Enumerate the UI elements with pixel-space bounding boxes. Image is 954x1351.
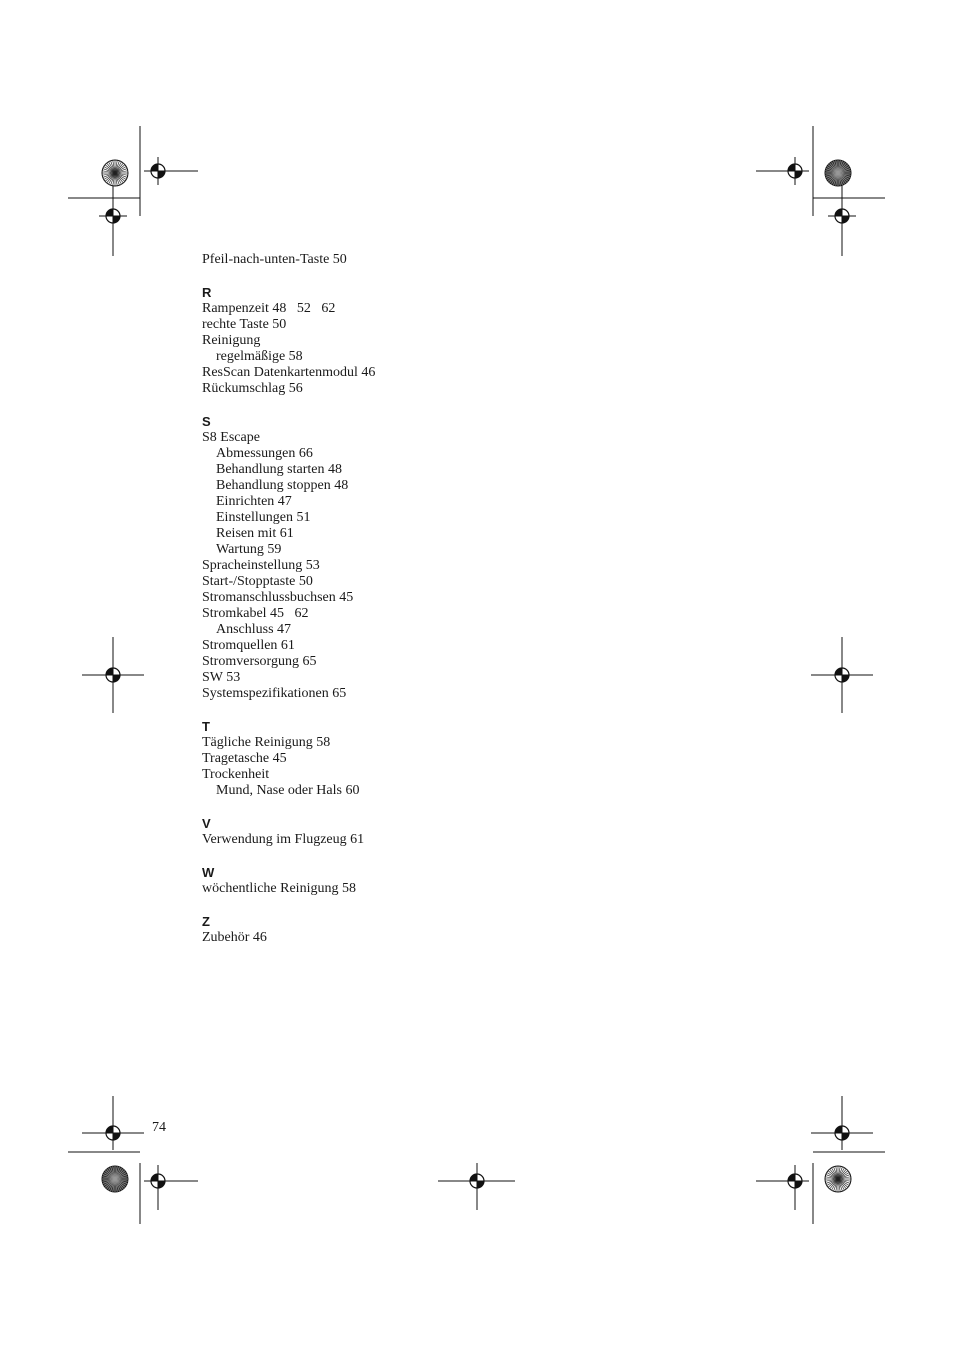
- section-letter: W: [202, 865, 215, 880]
- index-entry: S8 Escape: [202, 430, 260, 445]
- index-entry: Tragetasche 45: [202, 751, 287, 766]
- index-subentry: Abmessungen 66: [216, 446, 313, 461]
- index-entry: Stromanschlussbuchsen 45: [202, 590, 354, 605]
- index-section: [202, 865, 602, 897]
- index-subentry: Mund, Nase oder Hals 60: [216, 783, 360, 798]
- index-entry: Verwendung im Flugzeug 61: [202, 832, 365, 847]
- index-section: [202, 252, 602, 268]
- index-entry: Rückumschlag 56: [202, 381, 303, 396]
- index-entry: rechte Taste 50: [202, 317, 287, 332]
- page-number: 74: [152, 1120, 166, 1135]
- index-section: [202, 414, 602, 702]
- index-entry: Stromquellen 61: [202, 638, 295, 653]
- index-subentry: Einstellungen 51: [216, 510, 311, 525]
- index-section: [202, 914, 602, 946]
- index-entry: SW 53: [202, 670, 241, 685]
- index-entry: ResScan Datenkartenmodul 46: [202, 365, 376, 380]
- index-entry: Stromversorgung 65: [202, 654, 317, 669]
- index-subentry: regelmäßige 58: [216, 349, 303, 364]
- index-list: [202, 252, 602, 963]
- section-letter: Z: [202, 914, 210, 929]
- section-letter: R: [202, 285, 212, 300]
- index-subentry: Behandlung stoppen 48: [216, 478, 349, 493]
- section-letter: S: [202, 414, 211, 429]
- index-subentry: Einrichten 47: [216, 494, 292, 509]
- index-entry: Zubehör 46: [202, 930, 267, 945]
- index-entry: Reinigung: [202, 333, 261, 348]
- index-entry: Trockenheit: [202, 767, 270, 782]
- index-entry: Pfeil-nach-unten-Taste 50: [202, 252, 347, 267]
- section-letter: T: [202, 719, 210, 734]
- index-entry: Systemspezifikationen 65: [202, 686, 347, 701]
- index-subentry: Anschluss 47: [216, 622, 292, 637]
- index-subentry: Behandlung starten 48: [216, 462, 342, 477]
- index-entry: Stromkabel 45 62: [202, 606, 309, 621]
- index-subentry: Reisen mit 61: [216, 526, 294, 541]
- index-entry: wöchentliche Reinigung 58: [202, 881, 356, 896]
- index-entry: Start-/Stopptaste 50: [202, 574, 313, 589]
- index-entry: Spracheinstellung 53: [202, 558, 320, 573]
- index-section: [202, 719, 602, 799]
- index-section: [202, 285, 602, 397]
- section-letter: V: [202, 816, 211, 831]
- index-section: [202, 816, 602, 848]
- index-subentry: Wartung 59: [216, 542, 282, 557]
- index-entry: Tägliche Reinigung 58: [202, 735, 331, 750]
- index-entry: Rampenzeit 48 52 62: [202, 301, 336, 316]
